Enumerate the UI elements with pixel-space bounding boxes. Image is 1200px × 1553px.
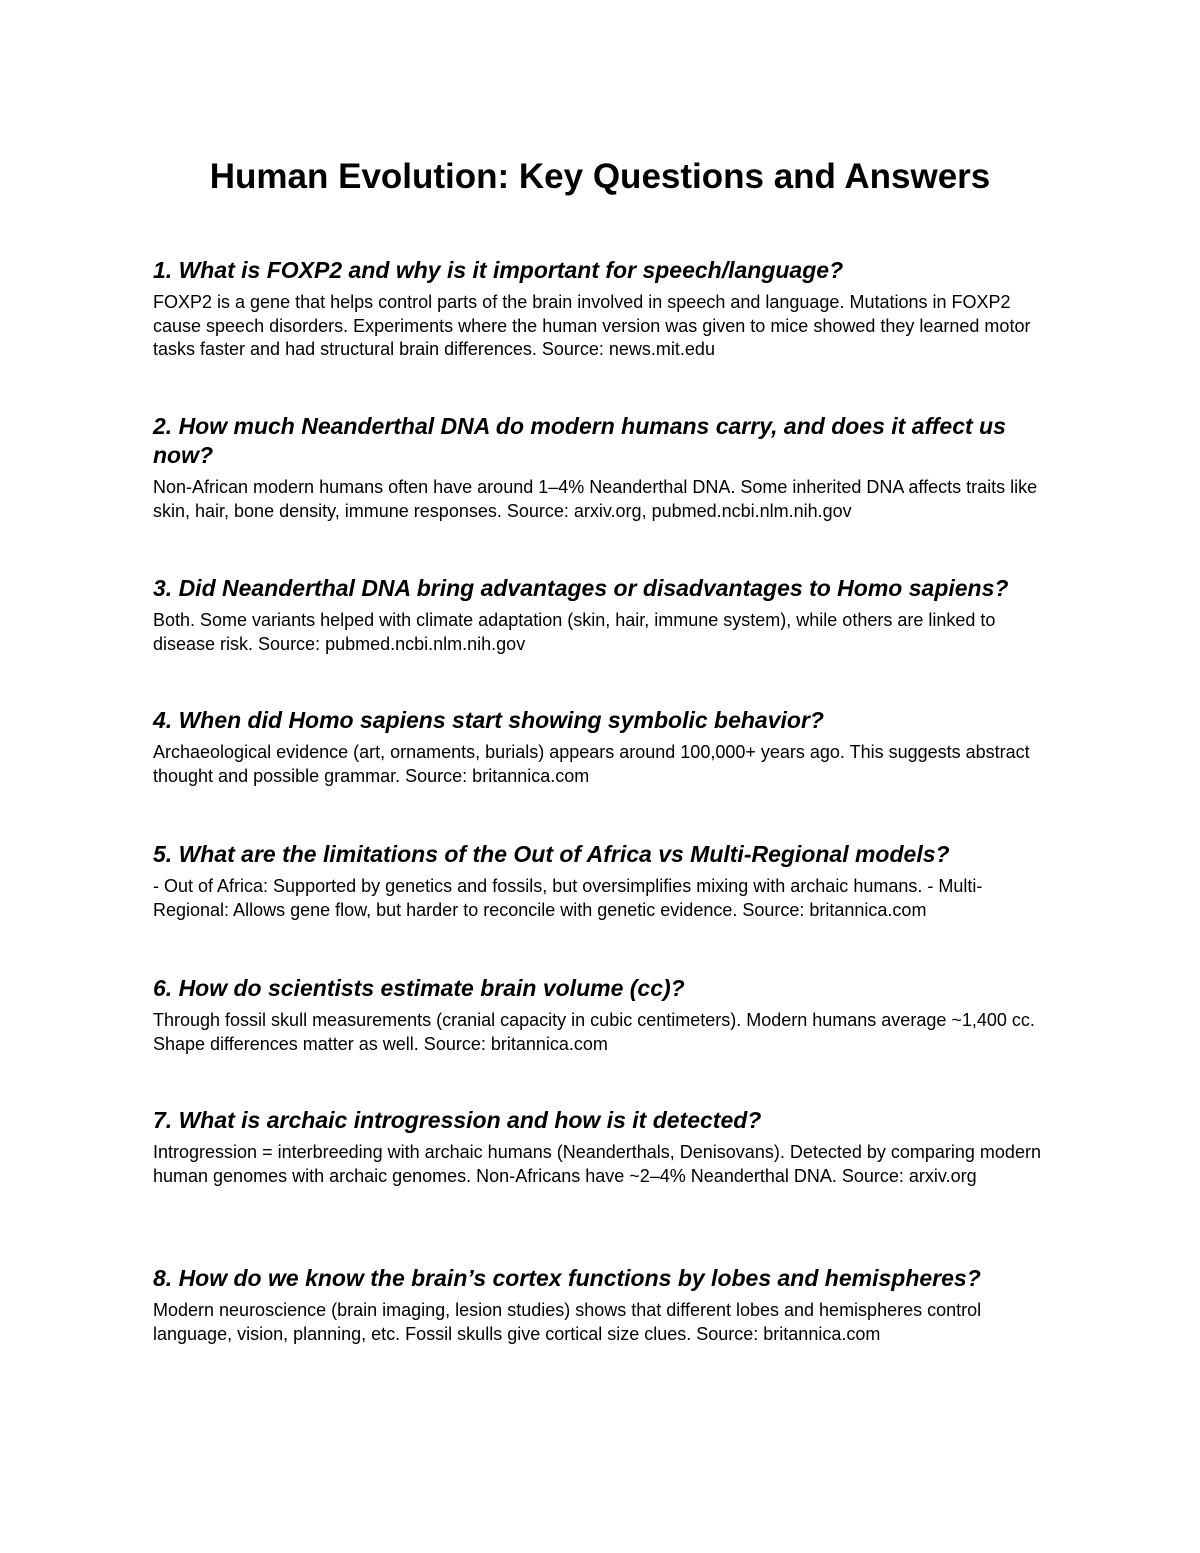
page-title: Human Evolution: Key Questions and Answers bbox=[209, 157, 991, 196]
answer-text: Archaeological evidence (art, ornaments, burials) appears around 100,000+ years ago. This suggests abstract thought and possible grammar. Source: britannica.com bbox=[153, 742, 1030, 786]
question-heading: 7. What is archaic introgression and how is it detected? bbox=[153, 1107, 762, 1133]
answer-text: FOXP2 is a gene that helps control parts of the brain involved in speech and language. Mutations in FOXP2 cause speech disorders. Experiments where the human version was given to mice showed they learned motor tasks faster and had structural brain differences. Source: news.mit.edu bbox=[153, 292, 1031, 359]
qa-item-6 bbox=[153, 974, 1053, 1056]
answer-text: Both. Some variants helped with climate adaptation (skin, hair, immune system), while others are linked to disease risk. Source: pubmed.ncbi.nlm.nih.gov bbox=[153, 610, 996, 654]
question-heading: 6. How do scientists estimate brain volume (cc)? bbox=[153, 975, 685, 1001]
qa-item-5 bbox=[153, 840, 1053, 922]
question-heading: 2. How much Neanderthal DNA do modern humans carry, and does it affect us now? bbox=[153, 413, 1006, 468]
qa-item-2 bbox=[153, 412, 1053, 523]
qa-item-8 bbox=[153, 1264, 1053, 1346]
qa-item-4 bbox=[153, 706, 1053, 788]
qa-item-3 bbox=[153, 574, 1053, 656]
qa-item-7 bbox=[153, 1106, 1053, 1188]
question-heading: 8. How do we know the brain’s cortex functions by lobes and hemispheres? bbox=[153, 1265, 981, 1291]
answer-text: - Out of Africa: Supported by genetics and fossils, but oversimplifies mixing with archaic humans. - Multi-Regional: Allows gene flow, but harder to reconcile with genetic evidence. Source: britannica.com bbox=[153, 876, 983, 920]
qa-item-1 bbox=[153, 256, 1053, 362]
question-heading: 3. Did Neanderthal DNA bring advantages or disadvantages to Homo sapiens? bbox=[153, 575, 1009, 601]
answer-text: Through fossil skull measurements (cranial capacity in cubic centimeters). Modern humans average ~1,400 cc. Shape differences matter as well. Source: britannica.com bbox=[153, 1010, 1035, 1054]
answer-text: Introgression = interbreeding with archaic humans (Neanderthals, Denisovans). Detected by comparing modern human genomes with archaic genomes. Non-Africans have ~2–4% Neanderthal DNA. Source: arxiv.org bbox=[153, 1142, 1041, 1186]
answer-text: Non-African modern humans often have around 1–4% Neanderthal DNA. Some inherited DNA affects traits like skin, hair, bone density, immune responses. Source: arxiv.org, pubmed.ncbi.nlm.nih.gov bbox=[153, 477, 1038, 521]
question-heading: 1. What is FOXP2 and why is it important for speech/language? bbox=[153, 257, 844, 283]
question-heading: 4. When did Homo sapiens start showing symbolic behavior? bbox=[153, 707, 824, 733]
answer-text: Modern neuroscience (brain imaging, lesion studies) shows that different lobes and hemispheres control language, vision, planning, etc. Fossil skulls give cortical size clues. Source: britannica.com bbox=[153, 1300, 982, 1344]
question-heading: 5. What are the limitations of the Out of Africa vs Multi-Regional models? bbox=[153, 841, 950, 867]
